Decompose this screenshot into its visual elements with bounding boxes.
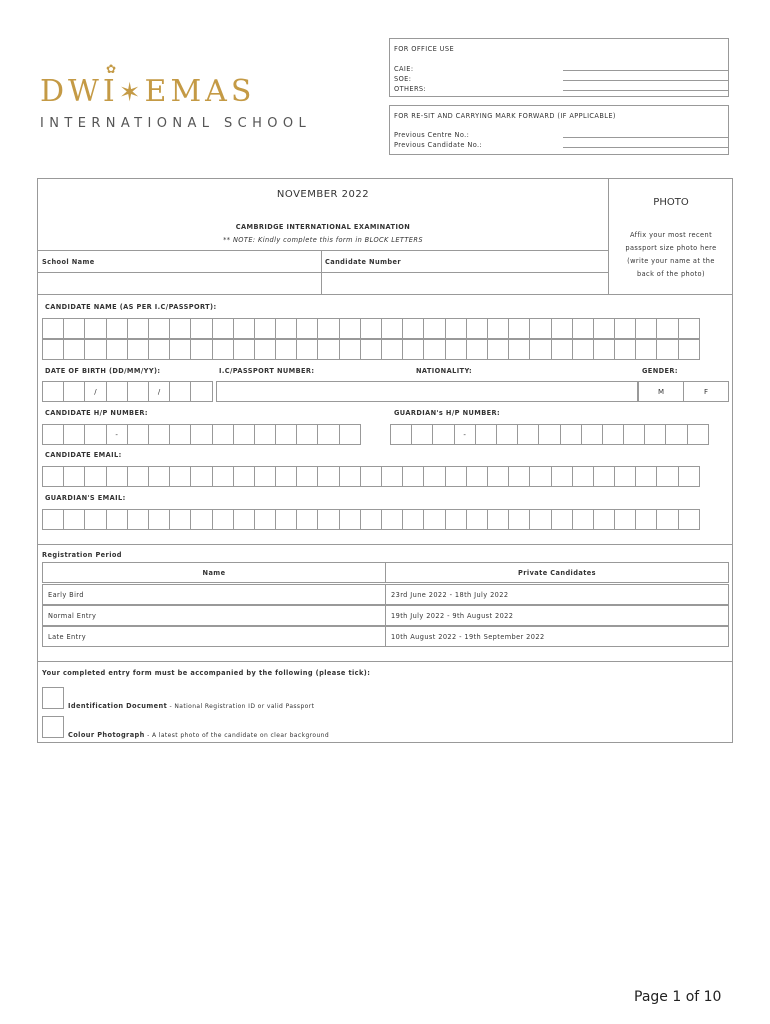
char-box[interactable] (551, 466, 573, 487)
identification-item (68, 693, 314, 712)
identification-checkbox[interactable] (42, 687, 64, 709)
char-box[interactable] (390, 424, 412, 445)
reg-row-period: 23rd June 2022 - 18th July 2022 (391, 590, 509, 599)
char-box[interactable] (678, 466, 700, 487)
reg-row-name: Late Entry (43, 627, 386, 646)
char-box[interactable] (445, 509, 467, 530)
char-box[interactable] (63, 509, 85, 530)
dob-field[interactable] (42, 381, 212, 402)
dob-label: DATE OF BIRTH (DD/MM/YY): (45, 367, 161, 375)
page-number: Page 1 of 10 (634, 989, 722, 1005)
char-box[interactable] (360, 509, 382, 530)
photograph-item (68, 722, 329, 741)
char-box[interactable] (572, 466, 594, 487)
block-letters-note: ** NOTE: Kindly complete this form in BLOCK LETTERS (223, 236, 423, 244)
office-field-others: OTHERS: (394, 85, 427, 93)
char-box[interactable] (169, 318, 191, 339)
char-box[interactable] (212, 509, 234, 530)
char-box[interactable] (317, 509, 339, 530)
char-box[interactable] (84, 339, 106, 360)
char-box[interactable] (254, 339, 276, 360)
char-box[interactable] (42, 509, 64, 530)
gender-m[interactable]: M (638, 381, 684, 402)
char-box[interactable] (411, 424, 433, 445)
char-box[interactable] (63, 466, 85, 487)
char-box[interactable] (381, 339, 403, 360)
char-box[interactable] (317, 466, 339, 487)
char-box[interactable] (614, 339, 636, 360)
char-box[interactable] (339, 466, 361, 487)
candidate-name-row-1[interactable] (42, 318, 699, 339)
photograph-desc: - A latest photo of the candidate on clear background (144, 732, 330, 739)
char-box[interactable] (593, 509, 615, 530)
char-box[interactable] (466, 339, 488, 360)
photo-title: PHOTO (653, 197, 689, 208)
char-box[interactable] (623, 424, 645, 445)
char-box[interactable] (593, 339, 615, 360)
office-field-soe: SOE: (394, 75, 412, 83)
resit-title: FOR RE-SIT AND CARRYING MARK FORWARD (IF APPLICABLE) (394, 112, 616, 120)
registration-row (42, 626, 729, 647)
char-box[interactable] (635, 509, 657, 530)
guardian-email-label: GUARDIAN'S EMAIL: (45, 494, 126, 502)
identification-label: Identification Document (68, 702, 168, 710)
char-box[interactable] (212, 424, 234, 445)
char-box[interactable] (63, 424, 85, 445)
separator-box: - (454, 424, 476, 445)
char-box[interactable] (169, 466, 191, 487)
char-box[interactable] (84, 318, 106, 339)
candidate-number-field[interactable] (322, 273, 608, 293)
char-box[interactable] (572, 318, 594, 339)
school-logo (40, 62, 312, 137)
reg-row-name: Normal Entry (43, 606, 386, 625)
school-name-field[interactable] (38, 273, 321, 293)
char-box[interactable] (508, 509, 530, 530)
char-box[interactable] (212, 466, 234, 487)
char-box[interactable] (254, 509, 276, 530)
char-box[interactable] (212, 318, 234, 339)
logo-star-icon: ✶ (118, 78, 145, 108)
char-box[interactable] (233, 466, 255, 487)
char-box[interactable] (127, 509, 149, 530)
char-box[interactable] (127, 424, 149, 445)
form-header (37, 178, 609, 250)
char-box[interactable] (339, 339, 361, 360)
office-field-caie: CAIE: (394, 65, 414, 73)
gender-label: GENDER: (642, 367, 678, 375)
char-box[interactable] (423, 509, 445, 530)
gender-f[interactable]: F (683, 381, 729, 402)
session-title: NOVEMBER 2022 (276, 189, 370, 200)
school-name-label: School Name (42, 258, 95, 266)
char-box[interactable] (190, 509, 212, 530)
char-box[interactable] (106, 466, 128, 487)
char-box[interactable] (475, 424, 497, 445)
char-box[interactable] (572, 509, 594, 530)
ic-field[interactable] (216, 381, 638, 402)
char-box[interactable] (106, 339, 128, 360)
char-box[interactable] (432, 424, 454, 445)
char-box[interactable] (127, 318, 149, 339)
logo-subtitle: INTERNATIONAL SCHOOL (40, 116, 312, 131)
photo-box[interactable] (609, 178, 733, 294)
photo-instruction-1: Affix your most recent (629, 231, 713, 239)
char-box[interactable] (148, 424, 170, 445)
guardian-hp-field[interactable] (390, 424, 708, 445)
char-box[interactable] (233, 318, 255, 339)
char-box[interactable] (275, 318, 297, 339)
candidate-number-label: Candidate Number (325, 258, 401, 266)
char-box[interactable] (127, 466, 149, 487)
char-box[interactable] (317, 339, 339, 360)
char-box[interactable] (63, 339, 85, 360)
caie-line[interactable] (563, 63, 729, 71)
ic-label: I.C/PASSPORT NUMBER: (219, 367, 315, 375)
others-line[interactable] (563, 83, 729, 91)
photo-instruction-2: passport size photo here (625, 244, 717, 252)
char-box[interactable] (551, 509, 573, 530)
dob-slash-2: / (148, 381, 170, 402)
registration-title: Registration Period (42, 551, 122, 559)
char-box[interactable] (496, 424, 518, 445)
char-box[interactable] (212, 339, 234, 360)
char-box[interactable] (42, 466, 64, 487)
char-box[interactable] (254, 466, 276, 487)
char-box[interactable] (529, 339, 551, 360)
char-box[interactable] (339, 424, 361, 445)
char-box[interactable] (381, 466, 403, 487)
char-box[interactable] (423, 339, 445, 360)
char-box[interactable] (275, 466, 297, 487)
char-box[interactable] (106, 509, 128, 530)
char-box[interactable] (602, 424, 624, 445)
char-box[interactable] (254, 424, 276, 445)
char-box[interactable] (360, 466, 382, 487)
char-box[interactable] (84, 466, 106, 487)
nationality-label: NATIONALITY: (416, 367, 473, 375)
char-box[interactable] (445, 466, 467, 487)
char-box[interactable] (148, 466, 170, 487)
char-box[interactable] (656, 318, 678, 339)
char-box[interactable] (529, 318, 551, 339)
char-box[interactable] (42, 424, 64, 445)
prev-centre-label: Previous Centre No.: (394, 131, 470, 139)
char-box[interactable] (644, 424, 666, 445)
char-box[interactable] (678, 318, 700, 339)
char-box[interactable] (678, 339, 700, 360)
char-box[interactable] (466, 466, 488, 487)
char-box[interactable] (656, 466, 678, 487)
char-box[interactable] (487, 509, 509, 530)
char-box[interactable] (656, 509, 678, 530)
char-box[interactable] (466, 509, 488, 530)
char-box[interactable] (275, 509, 297, 530)
office-use-title: FOR OFFICE USE (394, 45, 455, 53)
char-box[interactable] (42, 339, 64, 360)
char-box[interactable] (169, 339, 191, 360)
char-box[interactable] (360, 318, 382, 339)
char-box[interactable] (127, 339, 149, 360)
char-box[interactable] (487, 318, 509, 339)
char-box[interactable] (402, 509, 424, 530)
char-box[interactable] (656, 339, 678, 360)
char-box[interactable] (84, 509, 106, 530)
photo-instruction-4: back of the photo) (637, 270, 705, 278)
char-box[interactable] (508, 466, 530, 487)
char-box[interactable] (190, 339, 212, 360)
char-box[interactable] (317, 318, 339, 339)
char-box[interactable] (614, 509, 636, 530)
office-use-box (389, 38, 729, 97)
char-box[interactable] (317, 424, 339, 445)
char-box[interactable] (635, 466, 657, 487)
char-box[interactable] (339, 509, 361, 530)
char-box[interactable] (296, 424, 318, 445)
char-box[interactable] (402, 466, 424, 487)
registration-row (42, 584, 729, 605)
char-box[interactable] (423, 466, 445, 487)
char-box[interactable] (169, 509, 191, 530)
photograph-checkbox[interactable] (42, 716, 64, 738)
guardian-hp-label: GUARDIAN's H/P NUMBER: (394, 409, 501, 417)
resit-box (389, 105, 729, 155)
photo-instruction-3: (write your name at the (627, 257, 715, 265)
char-box[interactable] (190, 424, 212, 445)
char-box[interactable] (466, 318, 488, 339)
char-box[interactable] (635, 339, 657, 360)
char-box[interactable] (254, 318, 276, 339)
separator-box: - (106, 424, 128, 445)
reg-row-period: 10th August 2022 - 19th September 2022 (391, 632, 545, 641)
char-box[interactable] (63, 318, 85, 339)
reg-row-period: 19th July 2022 - 9th August 2022 (391, 611, 514, 620)
char-box[interactable] (581, 424, 603, 445)
char-box[interactable] (148, 318, 170, 339)
char-box[interactable] (339, 318, 361, 339)
checklist-title: Your completed entry form must be accompanied by the following (please tick): (42, 669, 371, 677)
char-box[interactable] (487, 339, 509, 360)
identification-desc: - National Registration ID or valid Passport (167, 703, 315, 710)
char-box[interactable] (593, 318, 615, 339)
char-box[interactable] (296, 509, 318, 530)
soe-line[interactable] (563, 73, 729, 81)
logo-name-left: DWI (40, 74, 119, 109)
char-box[interactable] (538, 424, 560, 445)
char-box[interactable] (423, 318, 445, 339)
char-box[interactable] (614, 318, 636, 339)
char-box[interactable] (169, 424, 191, 445)
candidate-hp-label: CANDIDATE H/P NUMBER: (45, 409, 148, 417)
char-box[interactable] (233, 424, 255, 445)
char-box[interactable] (517, 424, 539, 445)
char-box[interactable] (614, 466, 636, 487)
char-box[interactable] (572, 339, 594, 360)
char-box[interactable] (593, 466, 615, 487)
char-box[interactable] (635, 318, 657, 339)
registration-header-row (42, 562, 729, 583)
char-box[interactable] (190, 318, 212, 339)
char-box[interactable] (275, 424, 297, 445)
char-box[interactable] (84, 424, 106, 445)
reg-col-private: Private Candidates (518, 568, 596, 577)
char-box[interactable] (687, 424, 709, 445)
candidate-name-label: CANDIDATE NAME (AS PER I.C/PASSPORT): (45, 303, 217, 311)
char-box[interactable] (381, 318, 403, 339)
char-box[interactable] (551, 318, 573, 339)
char-box[interactable] (560, 424, 582, 445)
char-box[interactable] (148, 509, 170, 530)
char-box[interactable] (296, 466, 318, 487)
photograph-label: Colour Photograph (68, 731, 145, 739)
char-box[interactable] (275, 339, 297, 360)
registration-row (42, 605, 729, 626)
prev-centre-line[interactable] (563, 130, 729, 138)
char-box[interactable] (487, 466, 509, 487)
char-box[interactable] (360, 339, 382, 360)
char-box[interactable] (296, 339, 318, 360)
char-box[interactable] (296, 318, 318, 339)
char-box[interactable] (381, 509, 403, 530)
char-box[interactable] (508, 318, 530, 339)
candidate-name-row-2[interactable] (42, 339, 699, 360)
char-box[interactable] (445, 318, 467, 339)
char-box[interactable] (402, 339, 424, 360)
char-box[interactable] (445, 339, 467, 360)
guardian-email-field[interactable] (42, 509, 699, 530)
char-box[interactable] (529, 509, 551, 530)
exam-title: CAMBRIDGE INTERNATIONAL EXAMINATION (235, 223, 411, 231)
logo-name-right: EMAS (144, 74, 256, 109)
candidate-email-label: CANDIDATE EMAIL: (45, 451, 122, 459)
char-box[interactable] (233, 509, 255, 530)
char-box[interactable] (508, 339, 530, 360)
logo-flower-icon: ✿ (106, 62, 117, 76)
candidate-hp-field[interactable] (42, 424, 360, 445)
char-box[interactable] (106, 318, 128, 339)
dob-slash-1: / (84, 381, 106, 402)
char-box[interactable] (148, 339, 170, 360)
prev-candidate-label: Previous Candidate No.: (394, 141, 483, 149)
char-box[interactable] (402, 318, 424, 339)
char-box[interactable] (665, 424, 687, 445)
reg-col-name: Name (43, 563, 386, 582)
char-box[interactable] (190, 466, 212, 487)
candidate-email-field[interactable] (42, 466, 699, 487)
char-box[interactable] (233, 339, 255, 360)
char-box[interactable] (42, 318, 64, 339)
prev-candidate-line[interactable] (563, 140, 729, 148)
char-box[interactable] (551, 339, 573, 360)
reg-row-name: Early Bird (43, 585, 386, 604)
char-box[interactable] (678, 509, 700, 530)
char-box[interactable] (529, 466, 551, 487)
gender-field[interactable] (638, 381, 728, 402)
